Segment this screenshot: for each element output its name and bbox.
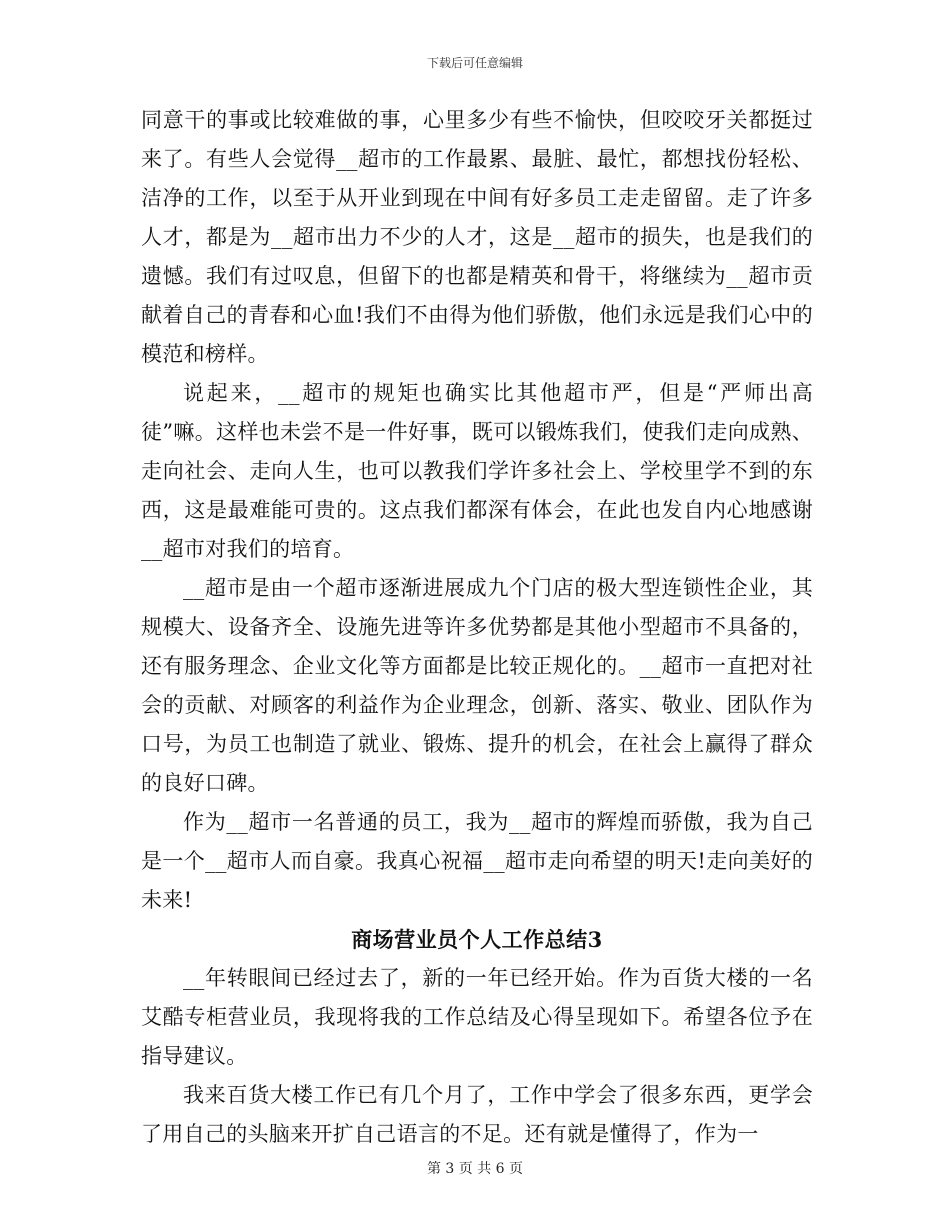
paragraph-section-body: 我来百货大楼工作已有几个月了，工作中学会了很多东西，更学会了用自己的头脑来开扩自己语言的不足。还有就是懂得了，作为一 (141, 1083, 813, 1146)
document-body (141, 101, 813, 1154)
section-title: 商场营业员个人工作总结3 (351, 927, 603, 952)
paragraph-closing-wish: 作为__超市一名普通的员工，我为__超市的辉煌而骄傲，我为自己是一个__超市人而自豪。我真心祝福__超市走向希望的明天!走向美好的未来! (141, 810, 813, 912)
paragraph-section-intro: __年转眼间已经过去了，新的一年已经开始。作为百货大楼的一名艾酷专柜营业员，我现将我的工作总结及心得呈现如下。希望各位予在指导建议。 (141, 966, 813, 1068)
page-number: 第 3 页 共 6 页 (426, 1161, 524, 1177)
page-header: 下载后可任意编辑 (426, 56, 523, 70)
paragraph-company-profile: __超市是由一个超市逐渐进展成九个门店的极大型连锁性企业，其规模大、设备齐全、设施先进等许多优势都是其他小型超市不具备的，还有服务理念、企业文化等方面都是比较正规化的。__超市一直把对社会的贡献、对顾客的利益作为企业理念，创新、落实、敬业、团队作为口号，为员工也制造了就业、锻炼、提升的机会，在社会上赢得了群众的良好口碑。 (141, 576, 813, 795)
paragraph-rules: 说起来，__超市的规矩也确实比其他超市严，但是“严师出高徒”嘛。这样也未尝不是一件好事，既可以锻炼我们，使我们走向成熟、走向社会、走向人生，也可以教我们学许多社会上、学校里学不到的东西，这是最难能可贵的。这点我们都深有体会，在此也发自内心地感谢__超市对我们的培育。 (141, 381, 813, 561)
paragraph-continued: 同意干的事或比较难做的事，心里多少有些不愉快，但咬咬牙关都挺过来了。有些人会觉得__超市的工作最累、最脏、最忙，都想找份轻松、洁净的工作，以至于从开业到现在中间有好多员工走走留留。走了许多人才，都是为__超市出力不少的人才，这是__超市的损失，也是我们的遗憾。我们有过叹息，但留下的也都是精英和骨干，将继续为__超市贡献着自己的青春和心血!我们不由得为他们骄傲，他们永远是我们心中的模范和榜样。 (141, 108, 813, 366)
